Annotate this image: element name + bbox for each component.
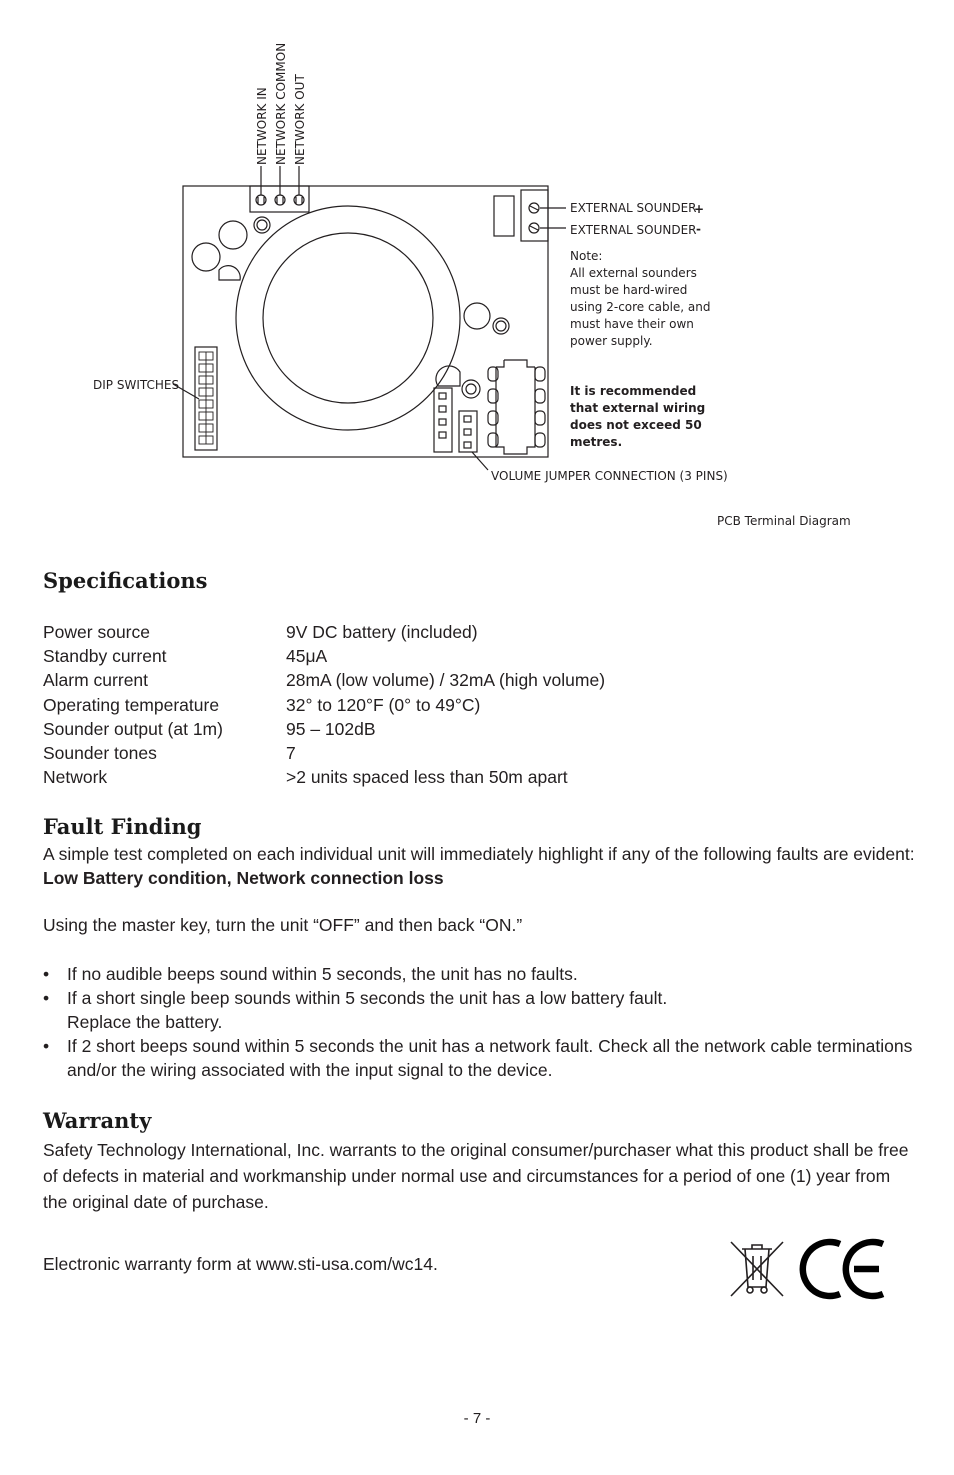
specifications-heading: Specifications — [43, 568, 208, 593]
recommend-line: metres. — [570, 435, 623, 449]
bullet-text-continued: Replace the battery. — [67, 1012, 223, 1032]
bullet-text: If no audible beeps sound within 5 seconds, the unit has no faults. — [67, 964, 578, 984]
list-item — [43, 962, 923, 986]
note-line: must have their own — [570, 317, 694, 331]
spec-row — [43, 741, 605, 765]
spec-value: 45μA — [286, 646, 328, 667]
recommend-line: that external wiring — [570, 401, 706, 415]
label-dip-switches: DIP SWITCHES — [93, 378, 180, 392]
note-line: using 2-core cable, and — [570, 300, 711, 314]
note-line: All external sounders — [570, 266, 697, 280]
warranty-heading: Warranty — [43, 1108, 152, 1133]
spec-value: 9V DC battery (included) — [286, 622, 478, 642]
spec-name: Network — [43, 767, 108, 788]
diagram-caption: PCB Terminal Diagram — [717, 514, 851, 528]
label-network-in: NETWORK IN — [255, 87, 269, 165]
minus-sign: - — [696, 222, 701, 236]
spec-row — [43, 693, 605, 717]
label-network-common: NETWORK COMMON — [274, 42, 288, 165]
spec-name: Sounder output (at 1m) — [43, 718, 223, 739]
spec-name: Power source — [43, 622, 150, 642]
spec-value: 7 — [286, 743, 296, 764]
spec-value: 95 – 102dB — [286, 718, 376, 739]
spec-value: >2 units spaced less than 50m apart — [286, 767, 568, 788]
recommend-line: It is recommended — [570, 384, 697, 398]
bullet-text: If 2 short beeps sound within 5 seconds the unit has a network fault. Check all the network cable terminations and/or the wiring associated with the input signal to the device. — [67, 1036, 913, 1080]
specifications-table — [43, 620, 605, 789]
speaker-outer-ring — [236, 206, 460, 430]
label-ext-sounder-minus: EXTERNAL SOUNDER — [570, 223, 697, 237]
note-line: power supply. — [570, 334, 653, 348]
recommend-line: does not exceed 50 — [570, 418, 702, 432]
spec-name: Operating temperature — [43, 694, 220, 715]
spec-name: Standby current — [43, 646, 167, 667]
list-item — [43, 1034, 923, 1082]
volume-jumper — [459, 411, 477, 452]
warranty-form: Electronic warranty form at www.sti-usa.com/wc14. — [43, 1254, 438, 1274]
ce-mark-icon — [803, 1242, 883, 1296]
spec-value: 28mA (low volume) / 32mA (high volume) — [286, 670, 606, 691]
fault-intro-bold: Low Battery condition, Network connection loss — [43, 868, 444, 888]
spec-name: Alarm current — [43, 670, 149, 691]
bullet-marker: • — [43, 988, 50, 1008]
spec-row — [43, 644, 605, 668]
spec-row — [43, 668, 605, 692]
pcb-board — [183, 186, 548, 457]
spec-row — [43, 620, 605, 644]
page-number: - 7 - — [463, 1410, 491, 1427]
fault-finding-intro — [43, 842, 923, 890]
speaker-inner-ring — [263, 233, 433, 403]
label-network-out: NETWORK OUT — [293, 74, 307, 165]
note-line: must be hard-wired — [570, 283, 688, 297]
compliance-icons — [727, 1232, 892, 1302]
plus-sign: + — [694, 202, 705, 216]
fault-finding-heading: Fault Finding — [43, 814, 202, 839]
label-volume-jumper: VOLUME JUMPER CONNECTION (3 PINS) — [491, 469, 728, 483]
bullet-marker: • — [43, 964, 50, 984]
pcb-terminal-diagram — [0, 0, 954, 500]
spec-name: Sounder tones — [43, 743, 157, 764]
list-item — [43, 986, 923, 1034]
fault-intro-text: A simple test completed on each individual unit will immediately highlight if any of the following faults are evident: — [43, 844, 915, 864]
label-ext-sounder-plus: EXTERNAL SOUNDER — [570, 201, 697, 215]
warranty-text: Safety Technology International, Inc. warrants to the original consumer/purchaser what this product shall be free of defects in material and workmanship under normal use and circumstances for a period of one (1) year from the original date of purchase. — [43, 1140, 909, 1212]
bullet-text: If a short single beep sounds within 5 seconds the unit has a low battery fault. — [67, 988, 668, 1008]
note-title: Note: — [570, 249, 603, 263]
spec-row — [43, 717, 605, 741]
spec-row — [43, 765, 605, 789]
weee-crossed-bin-icon — [731, 1242, 783, 1296]
spec-value: 32° to 120°F (0° to 49°C) — [286, 694, 481, 715]
fault-finding-list — [43, 962, 923, 1082]
fault-finding-instruction: Using the master key, turn the unit “OFF” and then back “ON.” — [43, 915, 523, 935]
bullet-marker: • — [43, 1036, 50, 1056]
